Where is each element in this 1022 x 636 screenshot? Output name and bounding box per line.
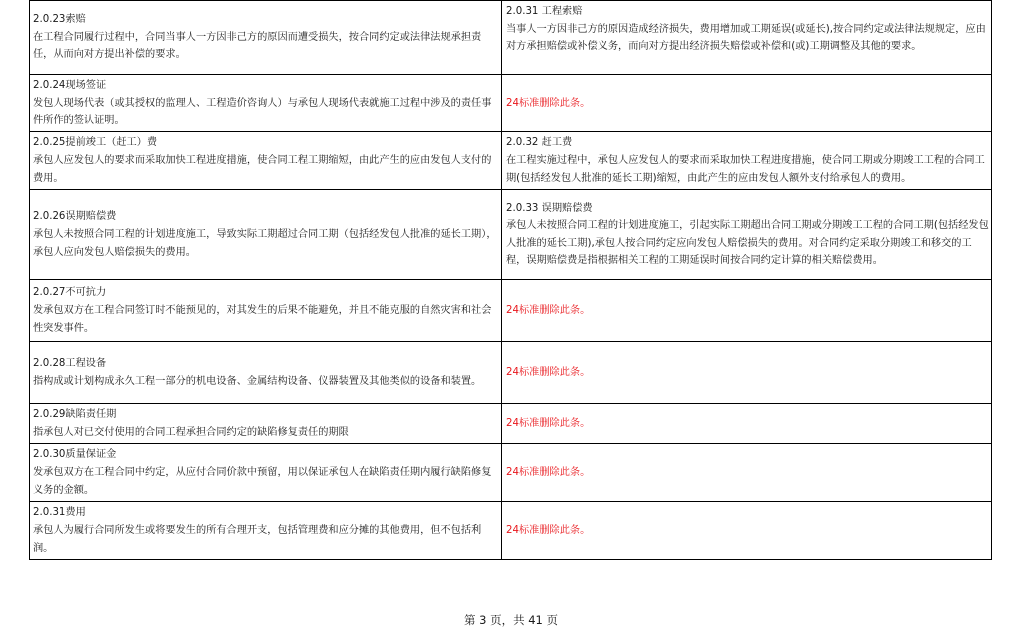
clause-term: 2.0.30质量保证金 — [33, 449, 117, 461]
left-clause-cell — [30, 75, 502, 132]
table-row — [30, 341, 992, 403]
clause-term: 2.0.32 赶工费 — [506, 137, 573, 149]
table-row — [30, 403, 992, 443]
clause-term: 2.0.33 误期赔偿费 — [506, 202, 593, 214]
clause-description: 承包人未按照合同工程的计划进度施工，引起实际工期超出合同工期或分期竣工工程的合同工期(包括经发包人批准的延长工期),承包人按合同约定应向发包人赔偿损失的费用。对合同约定采取分期竣工和移交的工程，误期赔偿费是指根据相关工程的工期延误时间按合同约定计算的相关赔偿费用。 — [506, 220, 989, 267]
clause-description: 承包人未按照合同工程的计划进度施工，导致实际工期超过合同工期（包括经发包人批准的延长工期），承包人应向发包人赔偿损失的费用。 — [33, 228, 497, 258]
deleted-note: 24标准删除此条。 — [506, 466, 591, 478]
left-clause-cell — [30, 279, 502, 341]
right-clause-cell — [502, 443, 992, 501]
right-clause-cell — [502, 131, 992, 189]
clause-term: 2.0.24现场签证 — [33, 80, 107, 91]
right-clause-cell — [502, 279, 992, 341]
comparison-table — [29, 0, 992, 560]
right-clause-cell — [502, 1, 992, 75]
right-clause-cell — [502, 501, 992, 559]
clause-term: 2.0.31费用 — [33, 507, 86, 519]
left-clause-cell — [30, 189, 502, 279]
clause-description: 在工程实施过程中，承包人应发包人的要求而采取加快工程进度措施，使合同工期或分期竣工工程的合同工期(包括经发包人批准的延长工期)缩短，由此产生的应由发包人额外支付给承包人的费用。 — [506, 154, 985, 184]
deleted-note: 24标准删除此条。 — [506, 524, 591, 536]
left-clause-cell — [30, 131, 502, 189]
page-number: 第 3 页，共 41 页 — [463, 613, 559, 627]
clause-term: 2.0.23索赔 — [33, 14, 86, 25]
deleted-note: 24标准删除此条。 — [506, 417, 591, 429]
clause-description: 指构成或计划构成永久工程一部分的机电设备、金属结构设备、仪器装置及其他类似的设备和装置。 — [33, 375, 482, 387]
clause-term: 2.0.29缺陷责任期 — [33, 409, 117, 421]
right-clause-cell — [502, 75, 992, 132]
left-clause-cell — [30, 1, 502, 75]
clause-description: 在工程合同履行过程中，合同当事人一方因非己方的原因而遭受损失，按合同约定或法律法规承担责任，从而向对方提出补偿的要求。 — [33, 31, 482, 61]
table-row — [30, 1, 992, 75]
table-row — [30, 131, 992, 189]
clause-description: 当事人一方因非己方的原因造成经济损失，费用增加或工期延误(或延长),按合同约定或法律法规规定，应由对方承担赔偿或补偿义务，而向对方提出经济损失赔偿或补偿和(或)工期调整及其他的要求。 — [506, 23, 986, 53]
left-clause-cell — [30, 341, 502, 403]
clause-term: 2.0.28工程设备 — [33, 358, 107, 370]
clause-description: 承包人为履行合同所发生或将要发生的所有合理开支，包括管理费和应分摊的其他费用，但不包括利润。 — [33, 524, 482, 554]
deleted-note: 24标准删除此条。 — [506, 366, 591, 378]
table-row — [30, 279, 992, 341]
table-row — [30, 501, 992, 559]
clause-term: 2.0.27不可抗力 — [33, 287, 107, 299]
right-clause-cell — [502, 403, 992, 443]
left-clause-cell — [30, 443, 502, 501]
right-clause-cell — [502, 189, 992, 279]
deleted-note: 24标准删除此条。 — [506, 304, 591, 316]
right-clause-cell — [502, 341, 992, 403]
table-row — [30, 443, 992, 501]
clause-description: 发承包双方在工程合同签订时不能预见的，对其发生的后果不能避免，并且不能克服的自然灾害和社会性突发事件。 — [33, 304, 492, 334]
clause-description: 指承包人对已交付使用的合同工程承担合同约定的缺陷修复责任的期限 — [33, 426, 349, 438]
clause-term: 2.0.31 工程索赔 — [506, 6, 583, 17]
left-clause-cell — [30, 501, 502, 559]
clause-term: 2.0.25提前竣工（赶工）费 — [33, 137, 158, 149]
clause-description: 承包人应发包人的要求而采取加快工程进度措施，使合同工程工期缩短，由此产生的应由发包人支付的费用。 — [33, 154, 492, 184]
clause-term: 2.0.26误期赔偿费 — [33, 211, 117, 223]
clause-description: 发承包双方在工程合同中约定，从应付合同价款中预留，用以保证承包人在缺陷责任期内履行缺陷修复义务的金额。 — [33, 466, 492, 496]
table-row — [30, 75, 992, 132]
deleted-note: 24标准删除此条。 — [506, 97, 591, 109]
clause-description: 发包人现场代表（或其授权的监理人、工程造价咨询人）与承包人现场代表就施工过程中涉及的责任事件所作的签认证明。 — [33, 97, 492, 127]
table-row — [30, 189, 992, 279]
left-clause-cell — [30, 403, 502, 443]
